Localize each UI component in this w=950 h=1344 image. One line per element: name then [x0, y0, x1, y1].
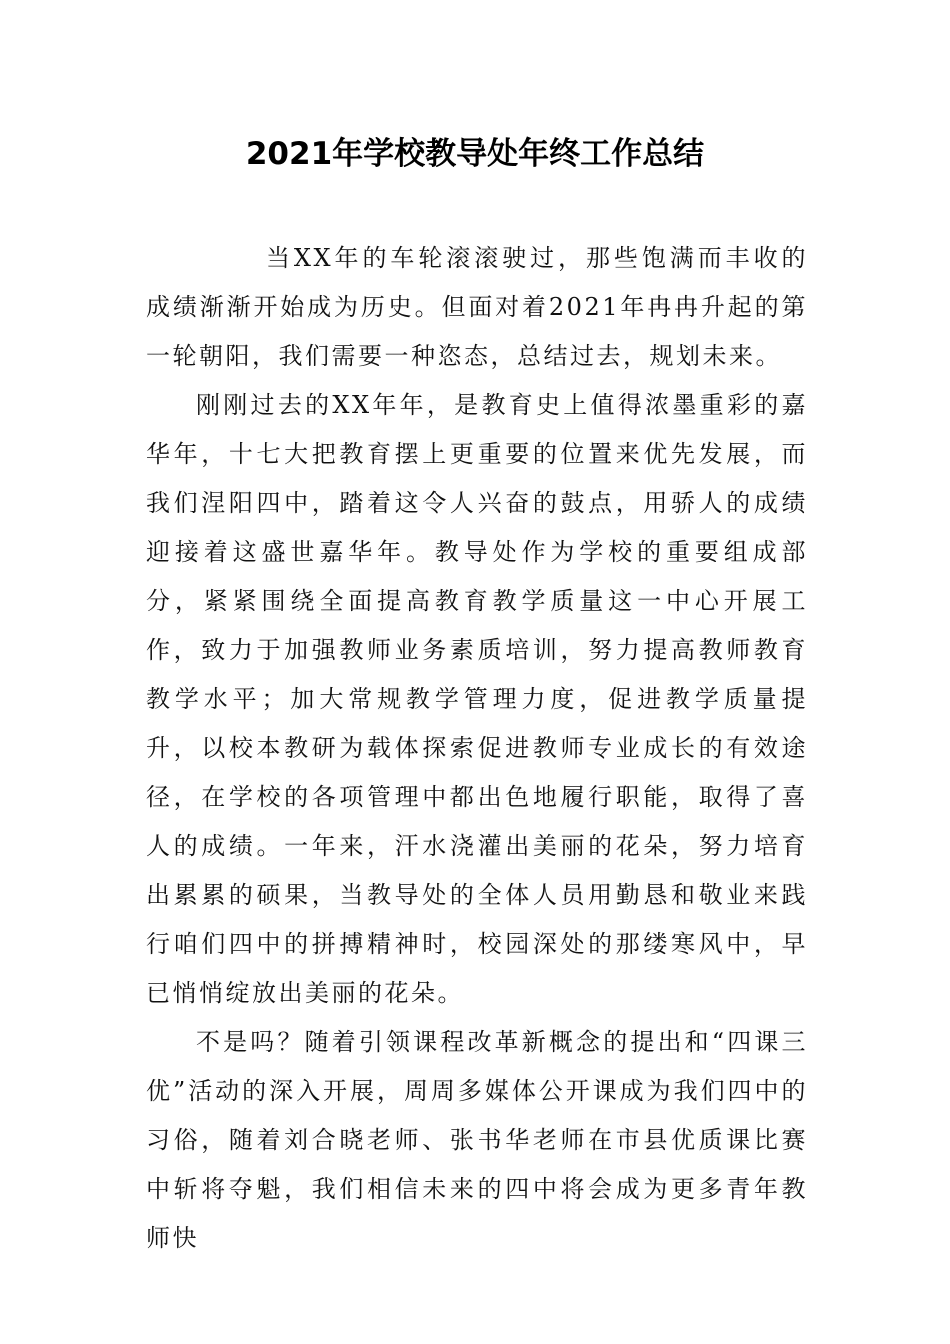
document-body — [146, 234, 808, 1263]
document-title: 2021年学校教导处年终工作总结 — [245, 136, 705, 172]
paragraph-1: 当XX年的车轮滚滚驶过，那些饱满而丰收的成绩渐渐开始成为历史。但面对着2021年冉冉升起的第一轮朝阳，我们需要一种恣态，总结过去，规划未来。 — [146, 244, 808, 370]
paragraph-2: 刚刚过去的XX年年，是教育史上值得浓墨重彩的嘉华年，十七大把教育摆上更重要的位置来优先发展，而我们涅阳四中，踏着这令人兴奋的鼓点，用骄人的成绩迎接着这盛世嘉华年。教导处作为学校的重要组成部分，紧紧围绕全面提高教育教学质量这一中心开展工作，致力于加强教师业务素质培训，努力提高教师教育教学水平；加大常规教学管理力度，促进教学质量提升，以校本教研为载体探索促进教师专业成长的有效途径，在学校的各项管理中都出色地履行职能，取得了喜人的成绩。一年来，汗水浇灌出美丽的花朵，努力培育出累累的硕果，当教导处的全体人员用勤恳和敬业来践行咱们四中的拼搏精神时，校园深处的那缕寒风中，早已悄悄绽放出美丽的花朵。 — [146, 391, 808, 1007]
paragraph-3: 不是吗？随着引领课程改革新概念的提出和“四课三优”活动的深入开展，周周多媒体公开课成为我们四中的习俗，随着刘合晓老师、张书华老师在市县优质课比赛中斩将夺魁，我们相信未来的四中将会成为更多青年教师快 — [146, 1028, 808, 1252]
